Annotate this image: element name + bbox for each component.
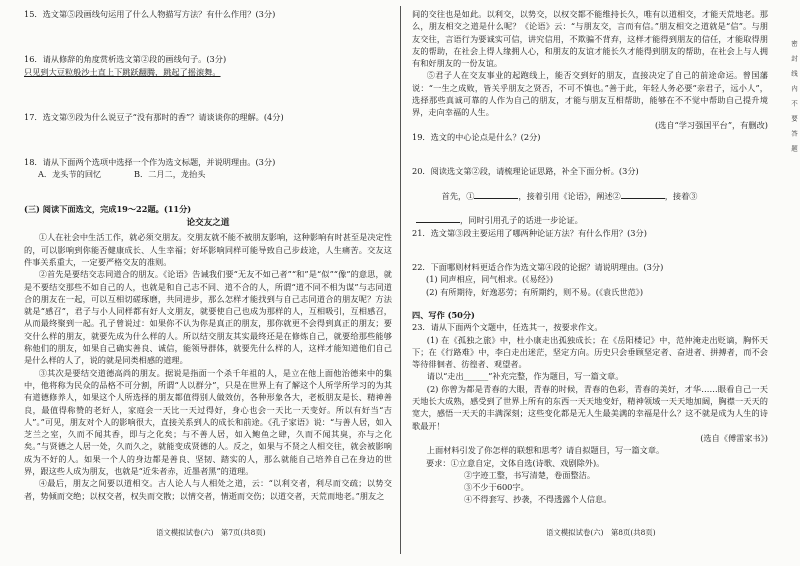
question-16: 16．请从修辞的角度赏析选文第②段的画线句子。(3分) — [24, 54, 227, 65]
answer-blank-1 — [474, 190, 518, 199]
question-18: 18．请从下面两个选项中选择一个作为选文标题，并说明理由。(3分) — [24, 157, 276, 168]
question-16-quote: 只见到大豆粒般沙土直上下跳跃翻腾，跳起了摇滚舞。 — [24, 66, 221, 77]
question-20-line-2 — [412, 214, 768, 226]
left-column — [24, 8, 392, 502]
writing-requirement-3: ③不少于600字。 — [464, 482, 529, 493]
question-23: 23．请从下面两个文题中，任选其一，按要求作文。 — [412, 322, 603, 333]
essay-paragraph-2: ②首先是要结交志同道合的朋友。《论语》告诫我们要“无友不如己者”“和”是“似”“像”的意思，就是不要结交那些不如自己的人，也就是和自己志不同、道不合的人，所谓“道不同不相为谋”与志同道合的朋友在一起，可以互相切磋琢磨，共同进步，那么怎样才能找到与自己志同道合的朋友呢？方法就是“感召”，君子与小人同样都有好人文朋友，就要使自己也成为那样的人，互相吸引，互相感召，从而最终聚到一起。孔子曾说过：如果你不认为你是真正的朋友，那你就更不会得到真正的朋友；要交什么样的朋友，就要先成为什么样的人。所以结交朋友其实最终还是在修炼自己，就要给那些能够称他们的朋友，如果自己确实善良、诚信，能领导群体，就要先什么样的人，这样才能知道他们自己是什么样的人了，说的就是同类相感的道理。 — [24, 269, 392, 366]
question-22-option-1: (1) 同声相应，同气相求。(《易经》) — [426, 274, 554, 285]
binding-line-note: 密 封 线 内 不 要 答 题 — [790, 40, 798, 153]
writing-topic-1: (1) 在《孤独之旅》中，杜小康走出孤独成长；在《岳阳楼记》中，范仲淹走出贬谪，胸怀天下；在《行路难》中，李白走出迷茫，坚定方向。历史只会垂顾坚定者、奋进者、拼搏者，而不会等待徘徊者、彷徨者、观望者。 — [412, 334, 768, 370]
writing-topic-2: (2) 你曾为都是青春的大眼，青春的时候，青春的色彩，青春的美好，才华……眼看自己一天天地长大成熟，感受到了世界上所有的东西一天天地变好，精神领域一天天地加阔，胸襟一天天的宽大，感悟一天天的丰满深刻；这些变化都是无人生最美满的幸福是什么？这不就是成为人生的诗歌最开！ — [412, 383, 768, 431]
section-3-heading: (三) 阅读下面选文，完成19～22题。(11分) — [24, 203, 192, 214]
essay-source: (选自“学习强国平台”，有删改) — [654, 119, 768, 130]
q20-part-3: ，接着③ — [664, 190, 698, 201]
question-22-option-2: (2) 有所期待，好逸恶劳；有所期约，则不易。(《袁氏世范》) — [426, 286, 644, 297]
writing-topic-2-prompt: 上面材料引发了你怎样的联想和思考？请自拟题目，写一篇文章。 — [426, 445, 665, 456]
question-21: 21．选文第③段主要运用了哪两种论证方法？有什么作用？(3分) — [412, 227, 647, 238]
writing-requirement-2: ②字迹工整，书写清楚，卷面整洁。 — [464, 469, 596, 480]
answer-blank-3 — [416, 214, 460, 223]
q20-part-4: ，同时引用孔子的话进一步论证。 — [460, 215, 583, 226]
section-4-heading: 四、写作 (50分) — [412, 309, 475, 320]
question-22: 22．下面哪则材料更适合作为选文第④段的论据？请说明理由。(3分) — [412, 262, 664, 273]
question-20-line-1 — [412, 178, 768, 215]
essay-paragraph-3: ③其次是要结交道德高尚的朋友。据说是指面一个杀千年祖的人，是立在他上面他治德来中的集中，他将称为民众的品格不可分割，所谓“人以群分”，只是在世界上有了解这个人所学所学习的为其有道德修养人，如果这个人所选择的朋友都值得别人做效仿，各种形象各大，老板朋友是长、精神善良，最值得称赞的老好人，家庭会一天比一天过得好，身心也会一天比一天变好。所以有好当“吉人”。”可见，朋友对个人的影响很大，直接关系到人的成长和前途。《孔子家语》说：“与善人居，如入芝兰之室，久而不闻其香，即与之化矣；与不善人居，如入鲍鱼之肆，久而不闻其臭，亦与之化矣。”与贤德之人居一处，久而久之，就能变成贤德的人。反之，如果与不贤之人相交往，就会被影响成为不好的人。如果一个人的身边都是善良、坚韧、踏实的人，那么就能自己培养自己在身边的世界，跟这些人成为朋友，也就是“近朱者赤，近墨者黑”的道理。 — [24, 367, 392, 477]
question-18-options: A．龙头节的回忆 B．二月二，龙抬头 — [38, 169, 206, 180]
page-footer-right: 语文模拟试卷(六) 第8页(共8页) — [546, 528, 656, 537]
q20-part-2: ，接着引用《论语》，阐述② — [518, 190, 621, 201]
writing-requirement-4: ④不得套写、抄袭，不得透露个人信息。 — [464, 494, 612, 505]
writing-topic-2-source: (选自《傅雷家书》) — [700, 432, 768, 443]
q20-part-1: 首先，① — [441, 190, 475, 201]
question-19: 19．选文的中心论点是什么？(2分) — [412, 131, 541, 142]
essay-paragraph-1: ①人在社会中生活工作，就必须交朋友。交朋友就不能不被朋友影响，这种影响有时甚至是决定性的，可以影响到你能否健康成长、人生幸福；好坏影响同样可能导致自己步歧途，人生痛苦。交友这件事关系重大，一定要严格交友的准则。 — [24, 232, 392, 267]
writing-requirement-1: 要求：①立意自定，文体自选(诗歌、戏剧除外)。 — [426, 457, 605, 468]
question-17: 17．选文第⑨段为什么说豆子“没有那时的香”？请谈谈你的理解。(4分) — [24, 111, 284, 122]
right-column — [412, 8, 768, 506]
essay-paragraph-4: ④最后，朋友之间要以道相交。古人论人与人相处之道，云：“以利交者，利尽而交疏；以势交者，势倾而交绝；以权交者，权失而交散；以情交者，情逝而交伤；以道交者，天荒而地老。”朋友之 — [24, 478, 392, 501]
essay-paragraph-5: ⑤君子人在交友事业的起跑线上，能否交到好的朋友，直接决定了自己的前途命运。曾国藩说：“一生之成败，皆关乎朋友之贤否，不可不慎也。”善于此，年轻人务必要“亲君子，远小人”，选择那些真诚可靠的人作为自己的朋友，才能与朋友互相帮助，能够在不不觉中帮助自己提升境界，走向幸福的人生。 — [412, 70, 768, 118]
column-divider — [400, 6, 401, 554]
answer-blank-2 — [621, 190, 665, 199]
question-15: 15．选文第⑤段画线句运用了什么人物描写方法？有什么作用？(3分) — [24, 9, 276, 19]
essay-title: 论交友之道 — [186, 218, 230, 229]
page-footer-left: 语文模拟试卷(六) 第7页(共8页) — [156, 528, 266, 537]
writing-topic-1-prompt: 请以“走出______”补充完整，作为题目，写一篇文章。 — [426, 371, 624, 382]
question-20: 20．阅读选文第②段，请梳理论证思路，补全下面分析。(3分) — [412, 166, 639, 177]
essay-paragraph-4-continued: 间的交往也是如此。以利交，以势交，以权交都不能维持长久，唯有以道相交，才能天荒地老。那么，朋友相交之道是什么呢？《论语》云：“与朋友交，言而有信。”朋友相交之道就是“信”。与朋友交往，言语行为要诚实可信，讲究信用，不欺骗不背弃，这样才能得到朋友的信任，才能取得朋友的帮助，在社会上得人缘拥人心，和朋友的友谊才能长久才能得到朋友的帮助，在社会上与人拥有和好朋友的一份友谊。 — [412, 9, 768, 69]
